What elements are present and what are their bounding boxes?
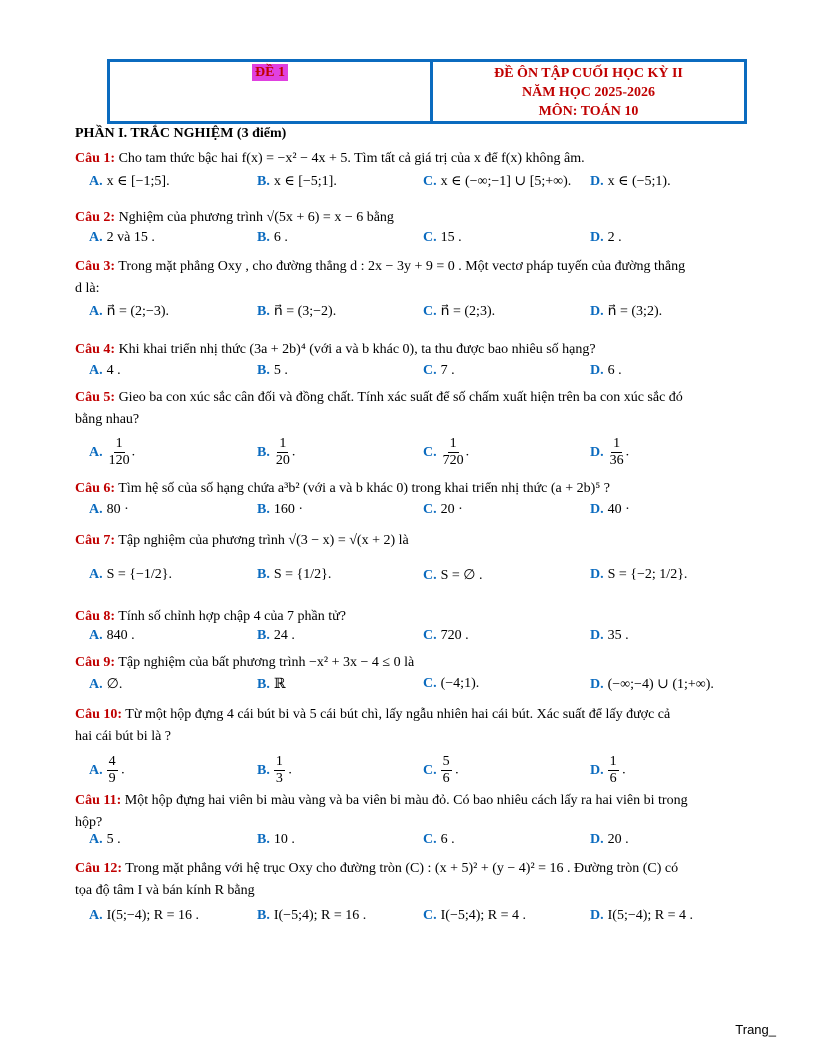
- question-text: Gieo ba con xúc sắc cân đối và đồng chất. Tính xác suất để số chấm xuất hiện trên ba con xúc sắc đó: [115, 390, 683, 405]
- question-text: Khi khai triển nhị thức (3a + 2b)⁴ (với a và b khác 0), ta thu được bao nhiêu số hạng?: [115, 342, 596, 357]
- option-a[interactable]: A. $\frac{1}{120}$ .: [89, 436, 136, 468]
- question-text: Nghiệm của phương trình √(5x + 6) = x − 6 bằng: [115, 210, 394, 225]
- option-label: B.: [257, 363, 270, 378]
- option-c[interactable]: [423, 676, 479, 692]
- header-left-cell: [110, 62, 433, 121]
- question-text-cont: bằng nhau?: [75, 412, 140, 427]
- question-number: Câu 9:: [75, 655, 116, 670]
- option-text: (−4;1).: [440, 676, 480, 691]
- option-label: A.: [89, 304, 103, 319]
- option-label: C.: [423, 908, 437, 923]
- school-year: NĂM HỌC 2025-2026: [522, 85, 655, 100]
- option-label: A.: [89, 230, 103, 245]
- option-c[interactable]: [423, 303, 495, 320]
- option-text: ℝ: [273, 677, 286, 692]
- option-text: S = {−2; 1/2}.: [607, 567, 688, 582]
- option-text: n⃗ = (3;2).: [607, 304, 663, 319]
- option-b[interactable]: [257, 303, 336, 320]
- options-row: [89, 502, 779, 526]
- option-label: A.: [89, 908, 103, 923]
- option-c[interactable]: [423, 567, 483, 584]
- option-label: B.: [257, 762, 270, 778]
- option-label: C.: [423, 568, 437, 583]
- options-row: [89, 832, 779, 856]
- option-fraction: $\frac{4}{9}$: [108, 754, 116, 786]
- question-number: Câu 5:: [75, 390, 116, 405]
- option-text: 35 .: [607, 628, 629, 643]
- option-text: 10 .: [273, 832, 295, 847]
- page-footer: Trang_: [735, 1022, 776, 1037]
- question-text-cont: d là:: [75, 281, 100, 296]
- option-text: x ∈ (−∞;−1] ∪ [5;+∞).: [440, 174, 572, 189]
- option-label: D.: [590, 363, 604, 378]
- option-b[interactable]: B. $\frac{1}{3}$ .: [257, 754, 292, 786]
- option-b[interactable]: [257, 832, 295, 848]
- option-label: C.: [423, 676, 437, 691]
- question-text: Tập nghiệm của phương trình √(3 − x) = √(x + 2) là: [115, 533, 409, 548]
- option-label: A.: [89, 677, 103, 692]
- option-text: 24 .: [273, 628, 295, 643]
- option-a[interactable]: [89, 502, 129, 518]
- option-label: D.: [590, 832, 604, 847]
- option-label: C.: [423, 363, 437, 378]
- option-fraction: $\frac{1}{120}$: [108, 436, 130, 468]
- option-text: 15 .: [440, 230, 462, 245]
- header-box: [107, 59, 747, 124]
- option-label: D.: [590, 444, 604, 460]
- option-d[interactable]: [590, 502, 630, 518]
- option-a[interactable]: [89, 628, 135, 644]
- options-row: [89, 628, 779, 652]
- question-number: Câu 11:: [75, 793, 122, 808]
- option-text: 7 .: [440, 363, 455, 378]
- option-text: 80 ·: [106, 502, 129, 517]
- option-d[interactable]: D. $\frac{1}{36}$ .: [590, 436, 630, 468]
- option-b[interactable]: [257, 230, 288, 246]
- option-label: A.: [89, 762, 103, 778]
- option-d[interactable]: [590, 676, 714, 693]
- option-text: 6 .: [440, 832, 455, 847]
- option-label: D.: [590, 304, 604, 319]
- option-a[interactable]: [89, 832, 121, 848]
- option-b[interactable]: [257, 628, 295, 644]
- question-text-cont: hộp?: [75, 815, 103, 830]
- header-right-cell: [433, 62, 744, 121]
- option-d[interactable]: [590, 832, 629, 848]
- option-text: (−∞;−4) ∪ (1;+∞).: [607, 677, 714, 692]
- option-label: B.: [257, 304, 270, 319]
- option-b[interactable]: B. $\frac{1}{20}$ .: [257, 436, 296, 468]
- option-text: n⃗ = (2;3).: [440, 304, 496, 319]
- exam-title: ĐỀ ÔN TẬP CUỐI HỌC KỲ II: [494, 66, 683, 81]
- question-number: Câu 4:: [75, 342, 116, 357]
- option-c[interactable]: [423, 502, 463, 518]
- option-text: 5 .: [106, 832, 121, 847]
- question-text-cont: hai cái bút bi là ?: [75, 729, 172, 744]
- option-label: B.: [257, 174, 270, 189]
- option-fraction: $\frac{1}{720}$: [442, 436, 464, 468]
- question-number: Câu 12:: [75, 861, 123, 876]
- option-a[interactable]: A. $\frac{4}{9}$ .: [89, 754, 125, 786]
- option-label: A.: [89, 444, 103, 460]
- option-label: A.: [89, 174, 103, 189]
- option-b[interactable]: [257, 567, 331, 583]
- part-title: PHẦN I. TRẮC NGHIỆM (3 điểm): [75, 126, 287, 141]
- option-label: B.: [257, 677, 270, 692]
- option-b[interactable]: [257, 363, 288, 379]
- question-text: Tập nghiệm của bất phương trình −x² + 3x − 4 ≤ 0 là: [115, 655, 415, 670]
- option-fraction: $\frac{1}{20}$: [275, 436, 290, 468]
- option-a[interactable]: [89, 363, 121, 379]
- option-b[interactable]: [257, 908, 366, 924]
- option-label: C.: [423, 174, 437, 189]
- option-text: I(−5;4); R = 4 .: [440, 908, 527, 923]
- option-text: 720 .: [440, 628, 469, 643]
- question-number: Câu 6:: [75, 481, 116, 496]
- option-text: 2 và 15 .: [106, 230, 155, 245]
- option-c[interactable]: [423, 908, 526, 924]
- question-4: [75, 339, 780, 361]
- question-9: [75, 652, 780, 674]
- option-a[interactable]: [89, 173, 170, 190]
- option-label: B.: [257, 908, 270, 923]
- question-3: [75, 256, 780, 300]
- option-a[interactable]: [89, 303, 169, 320]
- option-text: I(−5;4); R = 16 .: [273, 908, 367, 923]
- option-label: A.: [89, 628, 103, 643]
- option-label: D.: [590, 908, 604, 923]
- option-label: D.: [590, 677, 604, 692]
- option-label: B.: [257, 444, 270, 460]
- option-a[interactable]: [89, 908, 199, 924]
- question-text: Tìm hệ số của số hạng chứa a³b² (với a và b khác 0) trong khai triển nhị thức (a + 2b)⁵ ?: [115, 481, 610, 496]
- options-row: [89, 363, 779, 387]
- question-number: Câu 10:: [75, 707, 123, 722]
- option-label: B.: [257, 230, 270, 245]
- question-5: [75, 387, 780, 431]
- question-text: Một hộp đựng hai viên bi màu vàng và ba viên bi màu đỏ. Có bao nhiêu cách lấy ra hai viên bi trong: [121, 793, 688, 808]
- options-row: [89, 754, 779, 786]
- option-c[interactable]: C. $\frac{1}{720}$ .: [423, 436, 470, 468]
- option-b[interactable]: [257, 676, 285, 693]
- option-text: 20 .: [607, 832, 629, 847]
- option-label: A.: [89, 832, 103, 847]
- option-b[interactable]: [257, 173, 337, 190]
- question-number: Câu 3:: [75, 259, 116, 274]
- option-d[interactable]: [590, 173, 671, 190]
- option-text: n⃗ = (3;−2).: [273, 304, 337, 319]
- option-label: B.: [257, 832, 270, 847]
- option-text: 6 .: [273, 230, 288, 245]
- option-c[interactable]: [423, 230, 462, 246]
- option-label: C.: [423, 502, 437, 517]
- option-label: C.: [423, 832, 437, 847]
- option-fraction: $\frac{1}{36}$: [609, 436, 624, 468]
- option-d[interactable]: [590, 363, 622, 379]
- option-text: 160 ·: [273, 502, 304, 517]
- option-fraction: $\frac{1}{6}$: [609, 754, 617, 786]
- question-8: [75, 606, 780, 628]
- question-10: [75, 704, 780, 748]
- option-text: 2 .: [607, 230, 622, 245]
- option-label: D.: [590, 174, 604, 189]
- option-text: I(5;−4); R = 16 .: [106, 908, 200, 923]
- option-c[interactable]: [423, 173, 571, 190]
- options-row: [89, 436, 779, 468]
- option-text: 40 ·: [607, 502, 630, 517]
- option-text: x ∈ [−5;1].: [273, 174, 337, 189]
- option-c[interactable]: C. $\frac{5}{6}$ .: [423, 754, 459, 786]
- option-text: 6 .: [607, 363, 622, 378]
- option-label: D.: [590, 567, 604, 582]
- option-c[interactable]: [423, 363, 455, 379]
- option-label: D.: [590, 762, 604, 778]
- option-label: A.: [89, 502, 103, 517]
- option-text: x ∈ (−5;1).: [607, 174, 671, 189]
- option-d[interactable]: D. $\frac{1}{6}$ .: [590, 754, 626, 786]
- option-d[interactable]: [590, 908, 693, 924]
- option-label: B.: [257, 567, 270, 582]
- option-text: 840 .: [106, 628, 135, 643]
- exam-number-badge: ĐỀ 1: [252, 64, 288, 81]
- option-label: C.: [423, 628, 437, 643]
- option-text: 4 .: [106, 363, 121, 378]
- option-label: B.: [257, 502, 270, 517]
- option-d[interactable]: [590, 628, 629, 644]
- question-text: Từ một hộp đựng 4 cái bút bi và 5 cái bút chì, lấy ngẫu nhiên hai cái bút. Xác suất để lấy được cả: [122, 707, 671, 722]
- question-6: [75, 478, 780, 500]
- option-a[interactable]: [89, 676, 122, 693]
- option-label: B.: [257, 628, 270, 643]
- question-number: Câu 8:: [75, 609, 116, 624]
- option-text: I(5;−4); R = 4 .: [607, 908, 694, 923]
- question-12: [75, 858, 780, 902]
- option-label: C.: [423, 304, 437, 319]
- option-d[interactable]: [590, 230, 622, 246]
- option-text: S = {1/2}.: [273, 567, 332, 582]
- option-text: x ∈ [−1;5].: [106, 174, 170, 189]
- options-row: [89, 303, 779, 327]
- option-b[interactable]: [257, 502, 303, 518]
- question-number: Câu 1:: [75, 151, 116, 166]
- question-text: Trong mặt phẳng Oxy , cho đường thẳng d : 2x − 3y + 9 = 0 . Một vectơ pháp tuyến của đường thẳng: [115, 259, 686, 274]
- option-d[interactable]: [590, 567, 687, 583]
- options-row: [89, 230, 779, 254]
- question-text: Tính số chỉnh hợp chập 4 của 7 phần tử?: [115, 609, 346, 624]
- option-d[interactable]: [590, 303, 662, 320]
- options-row: [89, 908, 779, 932]
- subject: MÔN: TOÁN 10: [538, 104, 639, 119]
- option-a[interactable]: [89, 567, 172, 583]
- option-label: A.: [89, 363, 103, 378]
- option-label: D.: [590, 628, 604, 643]
- option-label: D.: [590, 230, 604, 245]
- option-text: S = {−1/2}.: [106, 567, 173, 582]
- option-text: S = ∅ .: [440, 568, 483, 583]
- question-2: [75, 207, 780, 229]
- options-row: [89, 173, 779, 197]
- question-7: [75, 530, 780, 552]
- option-text: 20 ·: [440, 502, 463, 517]
- options-row: [89, 676, 779, 700]
- question-number: Câu 7:: [75, 533, 116, 548]
- option-label: A.: [89, 567, 103, 582]
- option-text: ∅.: [106, 677, 123, 692]
- options-row: [89, 567, 779, 591]
- question-11: [75, 790, 780, 834]
- question-1: [75, 148, 780, 170]
- option-c[interactable]: [423, 628, 469, 644]
- question-text: Cho tam thức bậc hai f(x) = −x² − 4x + 5. Tìm tất cả giá trị của x để f(x) không âm.: [115, 151, 585, 166]
- option-text: n⃗ = (2;−3).: [106, 304, 170, 319]
- option-text: 5 .: [273, 363, 288, 378]
- option-fraction: $\frac{5}{6}$: [442, 754, 450, 786]
- option-fraction: $\frac{1}{3}$: [275, 754, 283, 786]
- option-label: C.: [423, 762, 437, 778]
- question-number: Câu 2:: [75, 210, 116, 225]
- option-c[interactable]: [423, 832, 455, 848]
- option-label: C.: [423, 444, 437, 460]
- option-a[interactable]: [89, 230, 155, 246]
- option-label: C.: [423, 230, 437, 245]
- question-text: Trong mặt phẳng với hệ trục Oxy cho đường tròn (C) : (x + 5)² + (y − 4)² = 16 . Đường tròn (C) có: [122, 861, 679, 876]
- option-label: D.: [590, 502, 604, 517]
- question-text-cont: tọa độ tâm I và bán kính R bằng: [75, 883, 255, 898]
